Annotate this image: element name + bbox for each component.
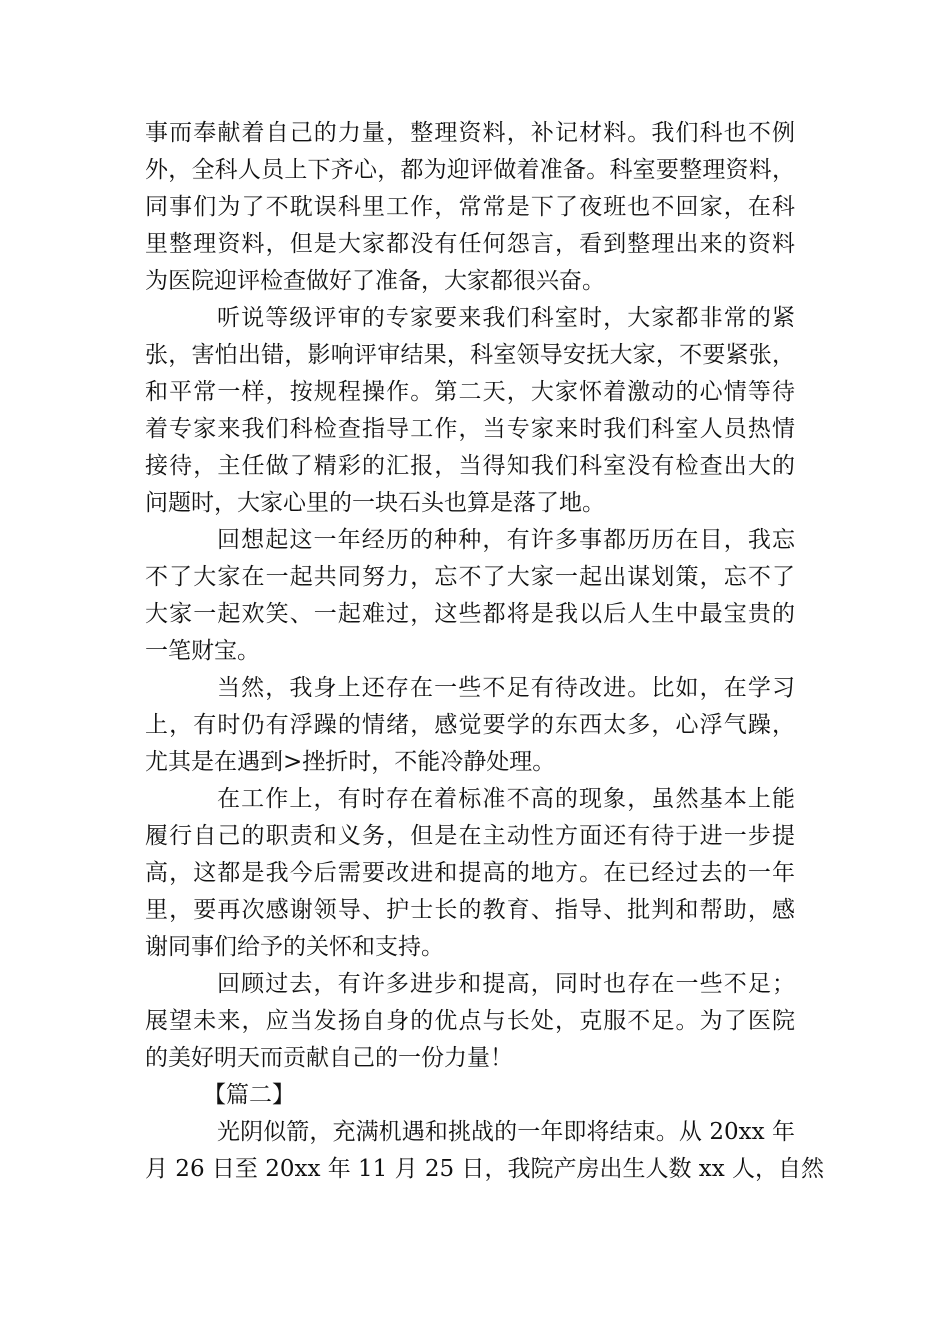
document-page	[145, 115, 825, 1188]
text-line: 上，有时仍有浮躁的情绪，感觉要学的东西太多，心浮气躁，	[145, 712, 795, 738]
text-line: 光阴似箭，充满机遇和挑战的一年即将结束。从 20xx 年	[217, 1119, 795, 1145]
text-line: 在工作上，有时存在着标准不高的现象，虽然基本上能	[217, 786, 795, 812]
section-heading: 【篇二】	[203, 1082, 295, 1108]
text-line: 不了大家在一起共同努力，忘不了大家一起出谋划策，忘不了	[145, 564, 795, 590]
text-line: 听说等级评审的专家要来我们科室时，大家都非常的紧	[217, 305, 795, 331]
paragraph-2	[145, 300, 795, 522]
text-line: 接待，主任做了精彩的汇报，当得知我们科室没有检查出大的	[145, 453, 795, 479]
text-line: 外，全科人员上下齐心，都为迎评做着准备。科室要整理资料，	[145, 157, 795, 183]
text-line: 回顾过去，有许多进步和提高，同时也存在一些不足；	[217, 971, 795, 997]
paragraph-4	[145, 670, 795, 781]
text-line: 月 26 日至 20xx 年 11 月 25 日，我院产房出生人数 xx 人，自然	[145, 1156, 825, 1182]
text-line: 问题时，大家心里的一块石头也算是落了地。	[145, 490, 605, 516]
text-line: 大家一起欢笑、一起难过，这些都将是我以后人生中最宝贵的	[145, 601, 795, 627]
text-line: 着专家来我们科检查指导工作，当专家来时我们科室人员热情	[145, 416, 795, 442]
text-line: 谢同事们给予的关怀和支持。	[145, 934, 444, 960]
text-line: 为医院迎评检查做好了准备，大家都很兴奋。	[145, 268, 605, 294]
paragraph-5	[145, 781, 795, 966]
text-line: 和平常一样，按规程操作。第二天，大家怀着激动的心情等待	[145, 379, 795, 405]
text-line: 里，要再次感谢领导、护士长的教育、指导、批判和帮助，感	[145, 897, 795, 923]
text-line: 事而奉献着自己的力量，整理资料，补记材料。我们科也不例	[145, 120, 795, 146]
paragraph-7	[145, 1114, 825, 1188]
text-line: 高，这都是我今后需要改进和提高的地方。在已经过去的一年	[145, 860, 795, 886]
text-line: 当然，我身上还存在一些不足有待改进。比如，在学习	[217, 675, 795, 701]
text-line: 张，害怕出错，影响评审结果，科室领导安抚大家，不要紧张，	[145, 342, 795, 368]
paragraph-3	[145, 522, 795, 670]
text-line: 里整理资料，但是大家都没有任何怨言，看到整理出来的资料	[145, 231, 795, 257]
paragraph-6	[145, 966, 795, 1077]
text-line: 回想起这一年经历的种种，有许多事都历历在目，我忘	[217, 527, 795, 553]
text-line: 展望未来，应当发扬自身的优点与长处，克服不足。为了医院	[145, 1008, 795, 1034]
text-line: 同事们为了不耽误科里工作，常常是下了夜班也不回家，在科	[145, 194, 795, 220]
text-line: 履行自己的职责和义务，但是在主动性方面还有待于进一步提	[145, 823, 795, 849]
paragraph-1	[145, 115, 795, 300]
text-line: 的美好明天而贡献自己的一份力量！	[145, 1045, 513, 1071]
text-line: 一笔财宝。	[145, 638, 260, 664]
text-line: 尤其是在遇到>挫折时，不能冷静处理。	[145, 749, 556, 775]
